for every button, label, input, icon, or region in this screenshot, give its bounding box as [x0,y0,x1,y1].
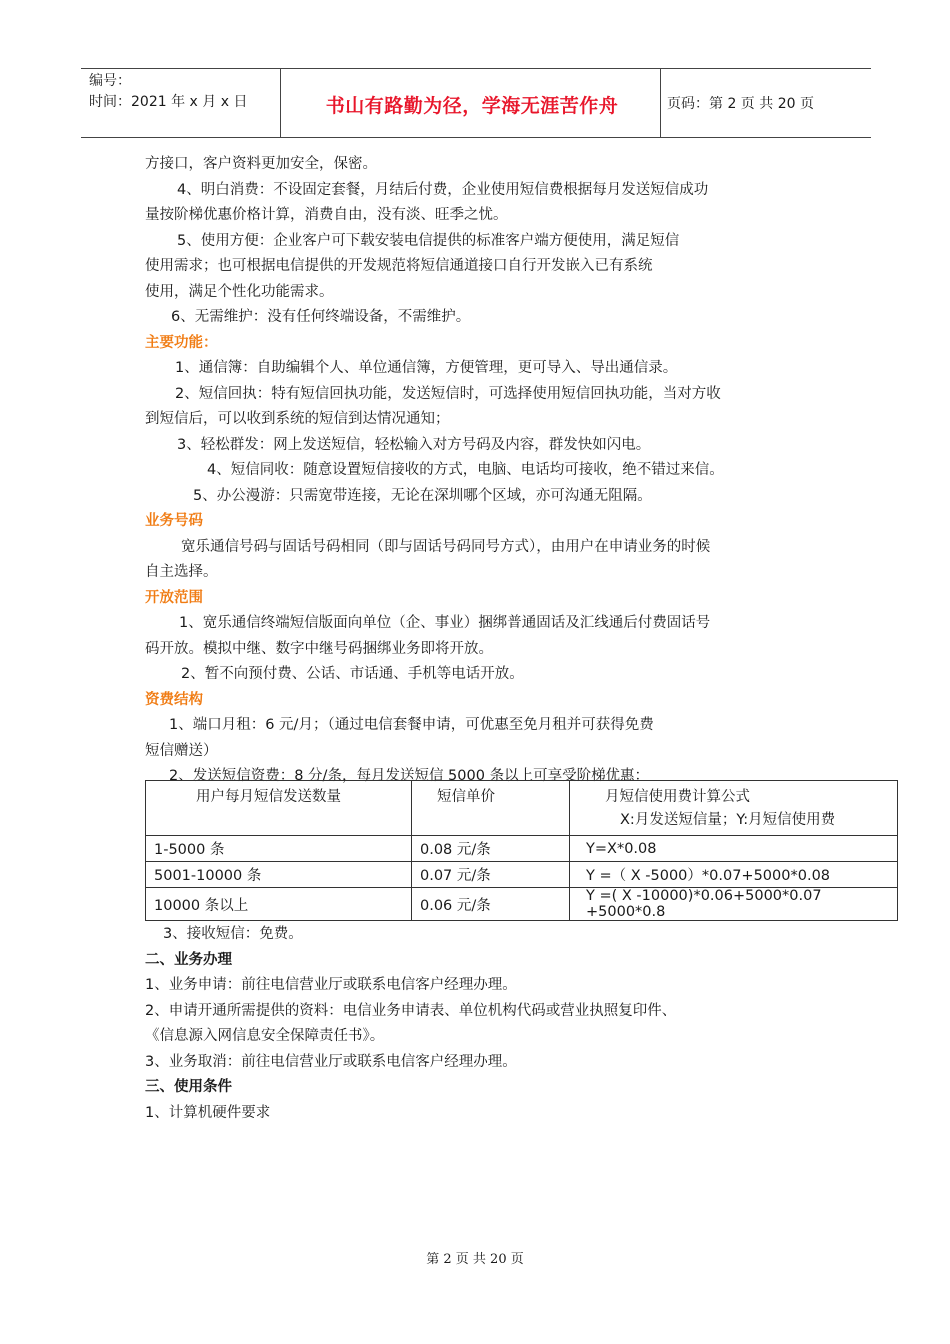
paragraph-line: 1、端口月租：6 元/月；（通过电信套餐申请，可优惠至免月租并可获得免费 [169,717,654,733]
paragraph-line: 3、轻松群发：网上发送短信，轻松输入对方号码及内容，群发快如闪电。 [177,436,651,453]
paragraph-line: 使用，满足个性化功能需求。 [145,283,334,300]
fee-table-row [146,836,898,862]
page-footer: 第 2 页 共 20 页 [426,1252,524,1267]
section-heading: 开放范围 [145,589,203,606]
paragraph-line: 2、暂不向预付费、公话、市话通、手机等电话开放。 [181,666,524,682]
fee-table [145,780,898,921]
fee-table-cell: Y=X*0.08 [570,836,898,862]
fee-table-cell: 1-5000 条 [146,836,412,862]
paragraph-line: 短信赠送） [145,742,218,759]
paragraph-line: 宽乐通信号码与固话号码相同（即与固话号码同号方式），由用户在申请业务的时候 [181,538,711,555]
paragraph-line: 码开放。模拟中继、数字中继号码捆绑业务即将开放。 [145,640,493,657]
section-heading: 主要功能： [145,334,218,351]
doc-time-label: 时间：2021 年 x 月 x 日 [89,94,248,110]
header-page-info: 页码：第 2 页 共 20 页 [667,96,814,112]
fee-table-cell: Y =（ X -5000）*0.07+5000*0.08 [570,862,898,888]
fee-table-cell: 0.07 元/条 [412,862,570,888]
doc-number-label: 编号： [89,73,131,89]
paragraph-line: 到短信后，可以收到系统的短信到达情况通知； [145,411,450,427]
formula-header-label: 月短信使用费计算公式 [605,789,750,805]
header-meta [89,71,247,113]
fee-table-row [146,862,898,888]
section-heading: 三、使用条件 [145,1079,232,1095]
paragraph-line: 5、办公漫游：只需宽带连接，无论在深圳哪个区域，亦可沟通无阻隔。 [193,487,652,504]
paragraph-line: 方接口，客户资料更加安全，保密。 [145,156,377,172]
fee-table-header-cell: 短信单价 [412,781,570,836]
paragraph-line: 2、短信回执：特有短信回执功能，发送短信时，可选择使用短信回执功能，当对方收 [175,385,721,402]
fee-table-header-cell: 用户每月短信发送数量 [146,781,412,836]
fee-table-row [146,888,898,921]
paragraph-line: 自主选择。 [145,564,218,580]
paragraph-line: 3、业务取消：前往电信营业厅或联系电信客户经理办理。 [145,1053,517,1070]
section-heading: 资费结构 [145,691,203,708]
paragraph-line: 4、短信同收：随意设置短信接收的方式，电脑、电话均可接收，绝不错过来信。 [207,462,724,478]
formula-note: X:月发送短信量；Y:月短信使用费 [620,812,836,828]
paragraph-line: 5、使用方便：企业客户可下载安装电信提供的标准客户端方便使用，满足短信 [177,232,680,249]
header-slogan: 书山有路勤为径，学海无涯苦作舟 [325,95,619,117]
paragraph-line: 3、接收短信：免费。 [163,926,303,942]
paragraph-line: 6、无需维护：没有任何终端设备，不需维护。 [171,309,471,325]
document-body-continued [145,922,805,1126]
paragraph-line: 1、通信簿：自助编辑个人、单位通信簿，方便管理，更可导入、导出通信录。 [175,360,678,376]
paragraph-line: 2、申请开通所需提供的资料：电信业务申请表、单位机构代码或营业执照复印件、 [145,1002,677,1019]
section-heading: 二、业务办理 [145,951,232,968]
paragraph-line: 1、计算机硬件要求 [145,1104,271,1121]
paragraph-line: 《信息源入网信息安全保障责任书》。 [145,1028,385,1044]
paragraph-line: 量按阶梯优惠价格计算，消费自由，没有淡、旺季之忧。 [145,207,508,223]
paragraph-line: 4、明白消费：不设固定套餐，月结后付费，企业使用短信费根据每月发送短信成功 [177,181,709,198]
section-heading: 业务号码 [145,513,203,529]
fee-table-header-cell [570,781,898,836]
fee-table-cell: 10000 条以上 [146,888,412,921]
paragraph-line: 1、宽乐通信终端短信版面向单位（企、事业）捆绑普通固话及汇线通后付费固话号 [179,615,711,631]
paragraph-line: 1、业务申请：前往电信营业厅或联系电信客户经理办理。 [145,977,517,993]
fee-table-cell: 0.06 元/条 [412,888,570,921]
paragraph-line: 使用需求；也可根据电信提供的开发规范将短信通道接口自行开发嵌入已有系统 [145,258,653,274]
header-divider [280,69,281,137]
fee-table-cell: Y =( X -10000)*0.06+5000*0.07 +5000*0.8 [570,888,898,921]
fee-table-cell: 5001-10000 条 [146,862,412,888]
page-header [81,68,871,138]
document-body [145,152,805,790]
paragraph-line: 2、发送短信资费：8 分/条，每月发送短信 5000 条以上可享受阶梯优惠： [169,768,650,784]
fee-table-header-row [146,781,898,836]
fee-table-cell: 0.08 元/条 [412,836,570,862]
